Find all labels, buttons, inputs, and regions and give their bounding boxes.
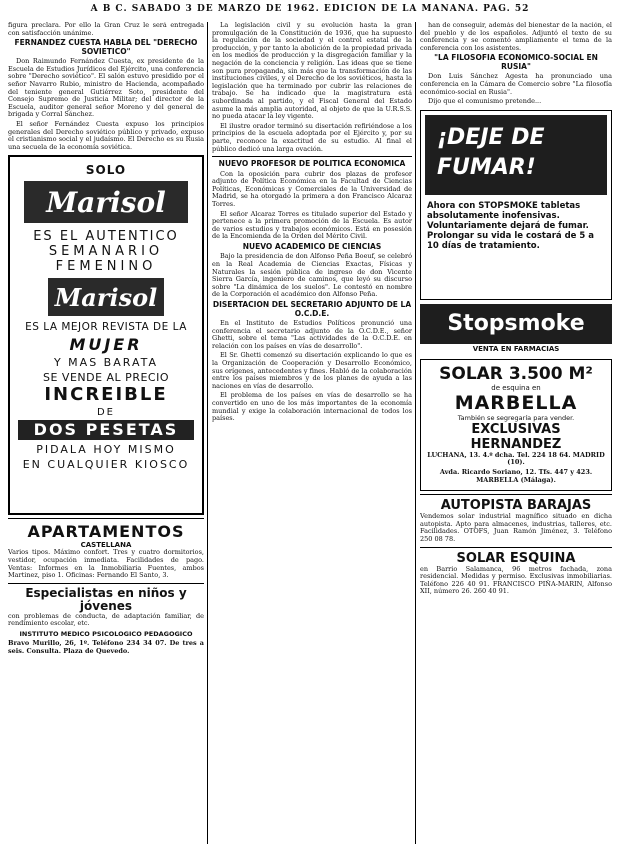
column-left — [8, 22, 204, 847]
divider — [420, 494, 612, 495]
ad-line: SE VENDE AL PRECIO — [42, 371, 169, 385]
especialistas-title: Especialistas en niños y jóvenes — [25, 585, 187, 613]
divider — [8, 518, 204, 519]
deje-de-fumar-banner — [425, 115, 607, 195]
solar-address: LUCHANA, 13. 4.º dcha. Tel. 224 18 64. MADRID (10). — [427, 450, 605, 467]
column-right — [420, 22, 612, 847]
ad-line: ES EL AUTENTICO — [33, 229, 179, 245]
divider — [212, 156, 412, 157]
marisol-logo: Marisol — [48, 278, 164, 316]
solar-city: MARBELLA — [454, 391, 578, 414]
article-heading: "LA FILOSOFIA ECONOMICO-SOCIAL EN RUSIA" — [434, 53, 598, 71]
article-paragraph: Don Raimundo Fernández Cuesta, ex presidente de la Escuela de Estudios Jurídicos del Ejército, una conferencia sobre "Derecho soviético". El salón estuvo presidido por el señor Navarro Rubio, ministro de Hacienda, acompañado del teniente general Gutiérrez Soto, presidente del Consejo Supremo de Justicia Militar; del director de la Escuela, auditor general señor Moreno y del general de brigada y Corral Sánchez. — [8, 57, 204, 119]
ad-line: FEMENINO — [55, 259, 157, 275]
apartamentos-title: APARTAMENTOS — [27, 522, 185, 542]
article-paragraph: La legislación civil y su evolución hasta la gran promulgación de la Constitución de 1936, que ha supuesto la regulación de la sociedad y el control estatal de la producción, y por tanto la abolición de la propiedad privada en los medios de producción y la disgregación familiar y la negación de la conciencia y religión. Las ideas que se tiene son pura propaganda, sin más que la transformación de las instituciones civiles, y el Derecho de los soviéticos, hasta la legislación que ha terminado por cubrir las relaciones de trabajo. Se ha indicado que la magistratura está subordinada al partido, y el Fiscal General del Estado asume la más amplia autoridad, al objeto de que la U.R.S.S. no pueda atacar la ley vigente. — [212, 22, 412, 121]
column-divider — [415, 22, 416, 844]
especialistas-institute: INSTITUTO MEDICO PSICOLOGICO PEDAGOGICO — [19, 629, 193, 638]
article-paragraph: El ilustre orador terminó su disertación refiriéndose a los principios de la escuela adoptada por el Ejército y, por su parte, reconoce la exactitud de su estudio. Al final el público dedicó una larga ovación. — [212, 121, 412, 153]
page-header: A B C. SABADO 3 DE MARZO DE 1962. EDICION DE LA MAÑANA. PAG. 52 — [90, 4, 530, 14]
apartamentos-text: Varios tipos. Máximo confort. Tres y cuatro dormitorios, vestidor, ocupación inmediata. Facilidades de pago. Ventas: Informes en la Inmobiliaria Fuentes, ambos Martinez, piso 1. Oficinas: Fernando El Santo, 3. — [8, 548, 204, 580]
article-paragraph: Con la oposición para cubrir dos plazas de profesor adjunto de Política Económica en la Facultad de Ciencias Políticas, Económicas y Comerciales de la Universidad de Madrid, se ha otorgado la primera a don Francisco Alcaraz Torres. — [212, 169, 412, 208]
solar-esquina-title: SOLAR ESQUINA — [456, 550, 576, 566]
column-center — [212, 22, 412, 847]
solar-exclusivas: EXCLUSIVAS HERNANDEZ — [470, 421, 562, 452]
ad-dos-pesetas: DOS PESETAS — [18, 420, 194, 440]
fumar-word: FUMAR! — [437, 154, 536, 180]
article-heading: NUEVO ACADEMICO DE CIENCIAS — [242, 241, 382, 251]
especialistas-text: con problemas de conducta, de adaptación familiar, de rendimiento escolar, etc. — [8, 611, 204, 628]
stopsmoke-sub: VENTA EN FARMACIAS — [472, 344, 560, 353]
ad-line: Y MAS BARATA — [53, 356, 159, 370]
article-paragraph: Don Luis Sánchez Agesta ha pronunciado una conferencia en la Cámara de Comercio sobre "La filosofía económico-social en Rusia". — [420, 72, 612, 96]
ad-mujer: MUJER — [69, 335, 143, 355]
solar-address: Avda. Ricardo Soriano, 12. Tfs. 447 y 423. MARBELLA (Málaga). — [439, 467, 593, 484]
ad-solo: SOLO — [85, 163, 127, 178]
autopista-title: AUTOPISTA BARAJAS — [440, 498, 592, 514]
article-paragraph: El problema de los países en vías de desarrollo se ha convertido en uno de los más importantes de la economía mundial y exige la colaboración internacional de todos los países. — [212, 391, 412, 423]
solar-also: También se segregaría para vender. — [457, 413, 575, 422]
ad-line: PIDALA HOY MISMO — [36, 443, 176, 457]
solar-title: SOLAR 3.500 M² — [439, 363, 593, 384]
column-divider — [207, 22, 208, 844]
de-word: DE — [511, 124, 545, 150]
marisol-logo: Marisol — [24, 181, 188, 223]
ad-increible: INCREIBLE — [44, 384, 168, 406]
article-paragraph: Dijo que el comunismo pretende... — [428, 97, 542, 106]
apartamentos-subtitle: CASTELLANA — [80, 541, 132, 550]
stopsmoke-advertisement — [420, 110, 612, 300]
ad-line: EN CUALQUIER KIOSCO — [22, 458, 190, 472]
ad-line: ES LA MEJOR REVISTA DE LA — [25, 321, 187, 334]
article-heading: NUEVO PROFESOR DE POLITICA ECONOMICA — [218, 159, 406, 169]
divider — [8, 583, 204, 584]
solar-marbella-ad — [420, 359, 612, 491]
article-paragraph: El Sr. Ghetti comenzó su disertación explicando lo que es la Organización de Cooperación y Desarrollo Económico, sus orígenes, antecedentes y fines. Habló de la colaboración entre los países miembros y de los planes de ayuda a las naciones en vías de desarrollo. — [212, 351, 412, 390]
deje-word: ¡DEJE — [437, 124, 504, 150]
especialistas-address: Bravo Murillo, 26, 1º. Teléfono 234 34 07. De tres a seis. Consulta. Plaza de Quevedo. — [8, 639, 204, 655]
stopsmoke-text: Ahora con STOPSMOKE tabletas absolutamente inofensivas. Voluntariamente dejará de fumar. Prolongar su vida le costará de 5 a 10 días de tratamiento. — [427, 200, 595, 251]
article-paragraph: El señor Alcaraz Torres es titulado superior del Estado y pertenece a la primera promoción de la Escuela. Es autor de varios estudios y trabajos económicos. Está en posesión de la Encomienda de la Orden del Mérito Civil. — [212, 209, 412, 241]
divider — [420, 547, 612, 548]
article-heading: DISERTACION DEL SECRETARIO ADJUNTO DE LA O.C.D.E. — [212, 300, 412, 318]
article-heading: FERNANDEZ CUESTA HABLA DEL "DERECHO SOVIETICO" — [14, 38, 198, 56]
ad-line: SEMANARIO — [48, 244, 164, 260]
article-paragraph: En el Instituto de Estudios Políticos pronunció una conferencia el secretario adjunto de la O.C.D.E., señor Ghetti, sobre el tema "Las actividades de la O.C.D.E. en relación con los países en vías de desarrollo". — [212, 319, 412, 350]
article-paragraph: han de conseguir, además del bienestar de la nación, el del pueblo y de los españoles. Adjuntó el texto de su conferencia y se comentó ampliamente el tema de la conferencia con los asistentes. — [420, 22, 612, 52]
article-intro: figura preclara. Por ello la Gran Cruz le será entregada con satisfacción unánime. — [8, 22, 204, 37]
stopsmoke-brand: Stopsmoke — [420, 304, 612, 344]
article-paragraph: El señor Fernández Cuesta expuso los principios generales del Derecho soviético público y privado, expuso el cristianismo social y el judaísmo. El Derecho es su Rusia una secuela de la economía soviética. — [8, 119, 204, 151]
solar-small: de esquina en — [491, 383, 541, 392]
ad-line: DE — [96, 407, 116, 419]
autopista-text: Vendemos solar industrial magnífico situado en dicha autopista. Apto para almacenes, industrias, talleres, etc. Facilidades. OTOFS, Juan Ramón Jiménez, 3. Teléfono 250 08 78. — [420, 512, 612, 543]
article-paragraph: Bajo la presidencia de don Alfonso Peña Boeuf, se celebró en la Real Academia de Ciencias Exactas, Físicas y Naturales la sesión pública de ingreso de don Vicente Sierra García, ingeniero de caminos, que leyó su discurso sobre "La dinámica de los suelos". Le contestó en nombre de la Corporación el académico don Alfonso Peña. — [212, 252, 412, 299]
marisol-advertisement — [8, 155, 204, 515]
solar-esquina-text: en Barrio Salamanca, 96 metros fachada, zona residencial. Medidas y permiso. Exclusivas inmobiliarias. Teléfono 226 40 91. FRANCISCO PIÑA-MARIN, Alfonso XII, número 26. 260 40 91. — [420, 564, 612, 596]
